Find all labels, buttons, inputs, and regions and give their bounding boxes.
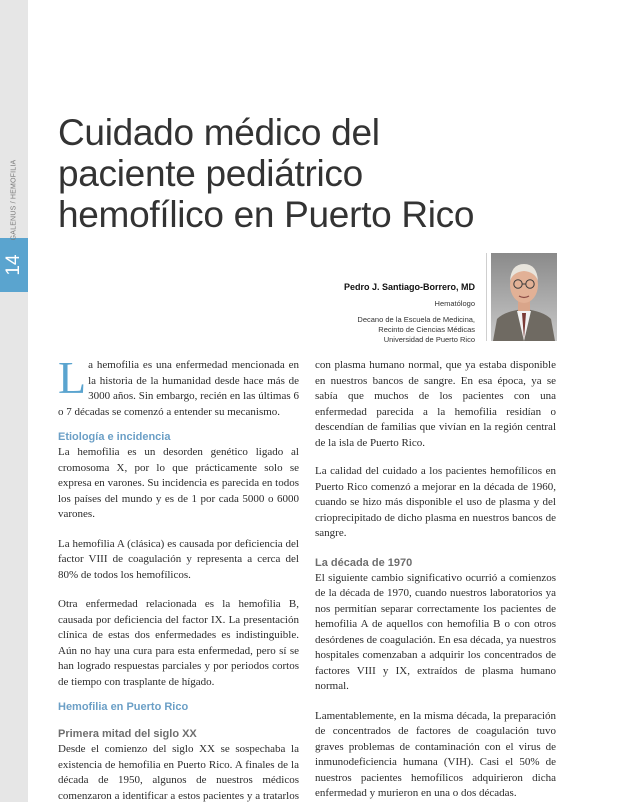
paragraph-continuation: [315, 358, 556, 452]
title-line: hemofílico en Puerto Rico: [58, 194, 475, 235]
side-strip: [0, 0, 28, 802]
heading-hemofilia-pr: Hemofilia en Puerto Rico: [58, 701, 189, 713]
author-block: [300, 282, 475, 345]
intro-paragraph: [58, 352, 299, 420]
paragraph: La hemofilia A (clásica) es causada por deficiencia del factor VIII de coagulación y representa a cerca del 80% de todos los hemofílicos.: [58, 537, 299, 581]
intro-text: a hemofilia es una enfermedad mencionada en la historia de la humanidad desde hace más de 3000 años. Sin embargo, recién en las últimas 6 o 7 décadas se comenzó a entender su mecanismo.: [58, 359, 299, 418]
paragraph-continuation-text: con plasma humano normal, que ya estaba disponible en nuestros bancos de sangre. En esa época, ya se sabía que muchos de los pacientes con una enfermedad parecida a la hemofilia residían o descendían de familias que vivían en la región central de la isla de Puerto Rico.: [315, 359, 556, 449]
heading-etiologia: Etiología e incidencia: [58, 431, 171, 443]
paragraph: El siguiente cambio significativo ocurrió a comienzos de la década de 1970, cuando nuestros laboratorios ya nos permitían separar correctamente los pacientes de hemofilia A de aquellos con hemofilia B o con otros desórdenes de coagulación. En esa década, ya nuestros hospitales comenzaban a adquirir los concentrados de factores VIII y IX, extraídos de plasma humano normal.: [315, 571, 556, 692]
author-photo: [491, 253, 557, 341]
affiliation-line: Decano de la Escuela de Medicina,: [357, 315, 475, 324]
title-line: paciente pediátrico: [58, 153, 363, 194]
column-left: [58, 352, 299, 812]
paragraph-continued: Desde el comienzo del siglo XX se sospechaba la existencia de hemofilia en Puerto Rico. A finales de la década de 1950, algunos de nuestros médicos comenzaron a identificar a estos pacientes y a tratarlos: [58, 743, 299, 802]
article-title: [58, 112, 538, 235]
author-divider: [486, 253, 487, 341]
paragraph: La calidad del cuidado a los pacientes hemofílicos en Puerto Rico comenzó a mejorar en la década de 1960, cuando se hizo más disponible el uso de plasma y del crioprecipitado de dicho plasma en nuestros bancos de sangre.: [315, 465, 556, 539]
page-number: 14: [3, 254, 24, 276]
page-number-tab: [0, 238, 28, 292]
author-role: Hematólogo: [434, 299, 475, 308]
affiliation-line: Recinto de Ciencias Médicas: [378, 325, 475, 334]
paragraph: La hemofilia es un desorden genético ligado al cromosoma X, por lo que prácticamente solo se expresa en varones. Su incidencia es parecida en todos los países del mundo y es de 1 por cada 5000 o 6000 varones.: [58, 446, 299, 520]
heading-decada-1970: La década de 1970: [315, 556, 413, 569]
title-line: Cuidado médico del: [58, 112, 380, 153]
author-name: Pedro J. Santiago-Borrero, MD: [343, 282, 475, 292]
drop-cap: L: [58, 352, 87, 403]
paragraph: Otra enfermedad relacionada es la hemofilia B, causada por deficiencia del factor IX. La presentación clínica de estas dos enfermedades es indistinguible. Aún no hay una cura para esta enfermedad, pero sí se han logrado respuestas parciales y por periodos cortos de tiempo con trasplante de hígado.: [58, 598, 299, 688]
paragraph: Lamentablemente, en la misma década, la preparación de concentrados de factores de coagulación tuvo graves problemas de contaminación con el virus de inmunodeficiencia humana (VIH). Casi el 50% de nuestros pacientes hemofílicos adquirieron dicha enfermedad y murieron en una o dos décadas.: [315, 709, 556, 799]
running-head: GALENUS / HEMOFILIA: [10, 159, 18, 241]
affiliation-line: Universidad de Puerto Rico: [383, 335, 475, 344]
column-right: [315, 358, 556, 811]
heading-primera-mitad: Primera mitad del siglo XX: [58, 728, 197, 740]
author-affiliation: [300, 315, 475, 345]
